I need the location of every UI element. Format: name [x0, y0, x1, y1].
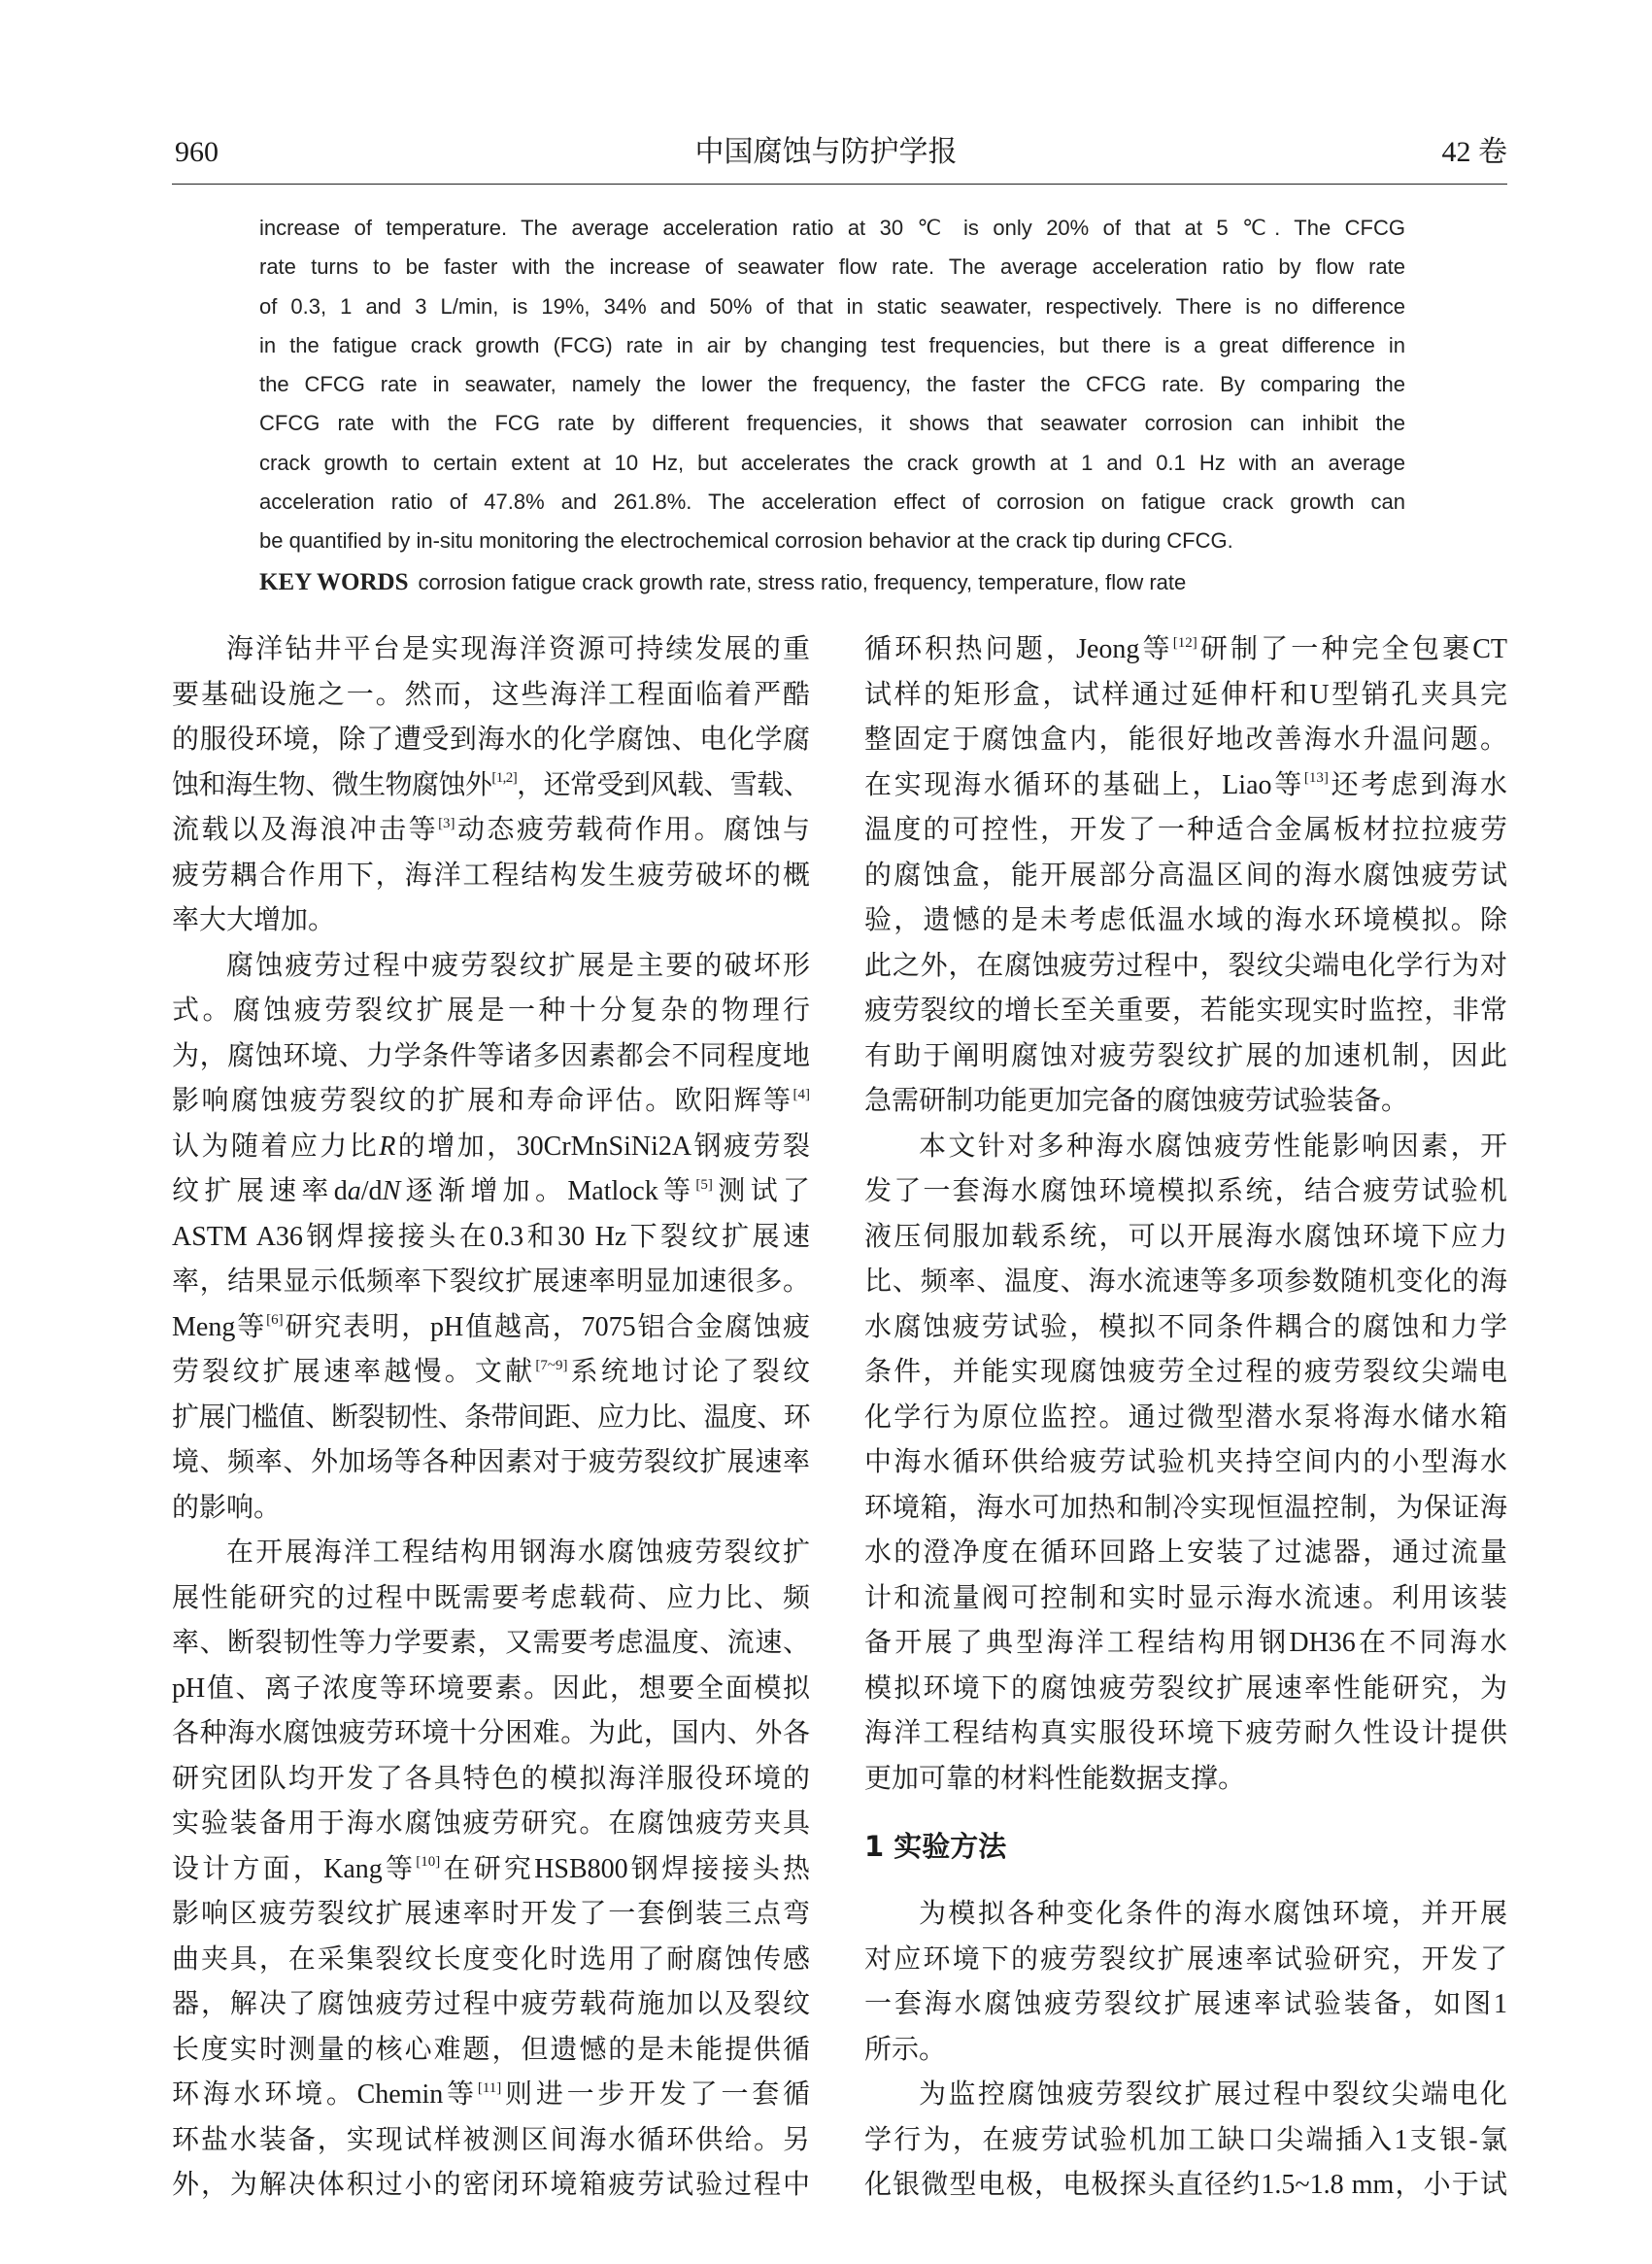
header-rule [172, 184, 1507, 185]
text-run: Meng等 [172, 1311, 267, 1342]
text-line [864, 673, 1507, 719]
text-run: 影响腐蚀疲劳裂纹的扩展和寿命评估。欧阳辉等 [172, 1086, 793, 1116]
text-run: 研究表明，pH值越高，7075铝合金腐蚀疲 [283, 1311, 810, 1342]
text-run: 本文针对多种海水腐蚀疲劳性能影响因素，开 [919, 1131, 1507, 1162]
text-line [172, 1576, 810, 1622]
keywords-label: KEY WORDS [259, 569, 409, 595]
text-line [864, 944, 1507, 990]
text-run: 此之外，在腐蚀疲劳过程中，裂纹尖端电化学行为对 [864, 950, 1507, 981]
paragraph [172, 1531, 810, 2209]
text-run: ASTM A36钢焊接接头在0.3和30 Hz下裂纹扩展速 [172, 1221, 810, 1252]
text-line [864, 2073, 1507, 2118]
citation-superscript: [3] [438, 815, 455, 831]
text-line [864, 1938, 1507, 1983]
paragraph [172, 944, 810, 1532]
text-line [864, 1169, 1507, 1215]
text-line [172, 944, 810, 990]
text-line [864, 1305, 1507, 1351]
text-run: 逐渐增加。Matlock等 [400, 1176, 696, 1206]
text-run: 展性能研究的过程中既需要考虑载荷、应力比、频 [172, 1582, 810, 1613]
text-run: 要基础设施之一。然而，这些海洋工程面临着严酷 [172, 679, 810, 710]
text-run: 发了一套海水腐蚀环境模拟系统，结合疲劳试验机 [864, 1176, 1507, 1206]
text-run: 模拟环境下的腐蚀疲劳裂纹扩展速率性能研究，为 [864, 1673, 1507, 1704]
page-number: 960 [175, 136, 219, 168]
text-run: 率大大增加。 [172, 905, 336, 935]
text-line [172, 808, 810, 854]
citation-superscript: [11] [477, 2079, 502, 2096]
citation-superscript: [10] [416, 1854, 441, 1871]
text-run: 认为随着应力比 [172, 1131, 380, 1162]
text-line [172, 2028, 810, 2074]
text-line [864, 898, 1507, 944]
text-run: 曲夹具，在采集裂纹长度变化时选用了耐腐蚀传感 [172, 1943, 810, 1975]
text-run: 验，遗憾的是未考虑低温水域的海水环境模拟。除 [864, 905, 1507, 935]
right-column [864, 627, 1507, 2209]
text-line [864, 1034, 1507, 1080]
text-line [172, 1260, 810, 1305]
text-line [172, 2118, 810, 2164]
text-line [864, 989, 1507, 1034]
text-line [172, 627, 810, 673]
italic-symbol: R [379, 1131, 396, 1162]
text-line [864, 854, 1507, 899]
text-run: 条件，并能实现腐蚀疲劳全过程的疲劳裂纹尖端电 [864, 1357, 1507, 1387]
abstract-line: crack growth to certain extent at 10 Hz, but accelerates the crack growth at 1 and 0.1 Hz with an average [259, 450, 1405, 475]
text-run: 比、频率、温度、海水流速等多项参数随机变化的海 [864, 1267, 1507, 1297]
abstract-line: be quantified by in-situ monitoring the electrochemical corrosion behavior at the crack tip during CFCG. [259, 528, 1233, 554]
text-line [864, 718, 1507, 763]
paragraph [172, 627, 810, 944]
text-run: 温度的可控性，开发了一种适合金属板材拉拉疲劳 [864, 815, 1507, 845]
text-run: 系统地讨论了裂纹 [567, 1357, 810, 1387]
text-run: 影响区疲劳裂纹扩展速率时开发了一套倒装三点弯 [172, 1899, 810, 1929]
text-line [172, 1034, 810, 1080]
text-line [864, 1576, 1507, 1622]
text-run: 测试了 [712, 1176, 810, 1206]
text-line [172, 854, 810, 899]
text-run: 备开展了典型海洋工程结构用钢DH36在不同海水 [864, 1628, 1507, 1658]
abstract-line: in the fatigue crack growth (FCG) rate in air by changing test frequencies, but there is a great difference in [259, 332, 1405, 357]
journal-title: 中国腐蚀与防护学报 [694, 136, 958, 168]
text-line [864, 1892, 1507, 1938]
english-abstract [259, 209, 1405, 561]
text-run: 化学行为原位监控。通过微型潜水泵将海水储水箱 [864, 1402, 1507, 1433]
text-run: 环盐水装备，实现试样被测区间海水循环供给。另 [172, 2124, 810, 2155]
text-line [172, 1982, 810, 2028]
text-run: 设计方面，Kang等 [172, 1853, 417, 1884]
text-run: 中海水循环供给疲劳试验机夹持空间内的小型海水 [864, 1447, 1507, 1477]
volume-label: 42 卷 [1441, 136, 1507, 168]
text-run: 器，解决了腐蚀疲劳过程中疲劳载荷施加以及裂纹 [172, 1989, 810, 2019]
text-run: 则进一步开发了一套循 [501, 2079, 810, 2110]
text-line [864, 1440, 1507, 1486]
text-line [172, 1079, 810, 1125]
abstract-line: rate turns to be faster with the increase of seawater flow rate. The average acceleration ratio by flow rate [259, 254, 1405, 280]
text-line [172, 718, 810, 763]
text-run: 水腐蚀疲劳试验，模拟不同条件耦合的腐蚀和力学 [864, 1311, 1507, 1342]
text-run: 长度实时测量的核心难题，但遗憾的是未能提供循 [172, 2034, 810, 2065]
text-line [172, 1802, 810, 1847]
text-line [172, 1757, 810, 1803]
text-line [172, 1396, 810, 1441]
text-line [172, 1667, 810, 1712]
text-run: 的服役环境，除了遭受到海水的化学腐蚀、电化学腐 [172, 725, 810, 755]
text-line [864, 1350, 1507, 1396]
text-run: 学行为，在疲劳试验机加工缺口尖端插入1支银-氯 [864, 2124, 1507, 2155]
text-run: 整固定于腐蚀盒内，能很好地改善海水升温问题。 [864, 725, 1507, 755]
text-run: 扩展门槛值、断裂韧性、条带间距、应力比、温度、环 [172, 1402, 810, 1433]
text-run: 海洋钻井平台是实现海洋资源可持续发展的重 [226, 634, 810, 664]
text-run: ，还常受到风载、雪载、 [517, 769, 811, 800]
text-line [864, 1396, 1507, 1441]
text-run: 为监控腐蚀疲劳裂纹扩展过程中裂纹尖端电化 [919, 2079, 1507, 2110]
text-line [172, 1847, 810, 1893]
text-run: 液压伺服加载系统，可以开展海水腐蚀环境下应力 [864, 1221, 1507, 1252]
citation-superscript: [4] [792, 1086, 810, 1102]
text-run: 环海水环境。Chemin等 [172, 2079, 478, 2110]
text-line [864, 763, 1507, 809]
text-line [172, 1621, 810, 1667]
citation-superscript: [12] [1172, 634, 1197, 651]
abstract-line: increase of temperature. The average acceleration ratio at 30 ℃ is only 20% of that at 5 ℃. The CFCG [259, 216, 1405, 240]
text-line [172, 1350, 810, 1396]
text-run: 还考虑到海水 [1328, 769, 1507, 800]
text-run: 的增加，30CrMnSiNi2A钢疲劳裂 [395, 1131, 810, 1162]
text-line [172, 898, 810, 944]
abstract-line: the CFCG rate in seawater, namely the lower the frequency, the faster the CFCG rate. By comparing the [259, 372, 1405, 397]
text-run: 研制了一种完全包裹CT [1197, 634, 1508, 664]
text-run: 研究团队均开发了各具特色的模拟海洋服役环境的 [172, 1763, 810, 1794]
paragraph [864, 1125, 1507, 1803]
text-run: 疲劳耦合作用下，海洋工程结构发生疲劳破坏的概 [172, 860, 810, 891]
text-line [864, 808, 1507, 854]
text-run: 动态疲劳载荷作用。腐蚀与 [455, 815, 810, 845]
text-run: 循环积热问题，Jeong等 [864, 634, 1173, 664]
text-run: 实验装备用于海水腐蚀疲劳研究。在腐蚀疲劳夹具 [172, 1808, 810, 1839]
text-run: 流载以及海浪冲击等 [172, 815, 439, 845]
text-line [864, 1215, 1507, 1261]
text-line [172, 1531, 810, 1576]
text-line [172, 1440, 810, 1486]
text-line [172, 2163, 810, 2209]
text-run: 各种海水腐蚀疲劳环境十分困难。为此，国内、外各 [172, 1718, 810, 1748]
citation-superscript: [5] [695, 1176, 713, 1193]
text-run: 有助于阐明腐蚀对疲劳裂纹扩展的加速机制，因此 [864, 1040, 1507, 1071]
text-line [864, 1711, 1507, 1757]
keywords-text: corrosion fatigue crack growth rate, stress ratio, frequency, temperature, flow rate [418, 570, 1187, 594]
text-run: 对应环境下的疲劳裂纹扩展速率试验研究，开发了 [864, 1943, 1507, 1975]
text-line [864, 627, 1507, 673]
text-run: 化银微型电极，电极探头直径约1.5~1.8 mm，小于试 [864, 2170, 1507, 2200]
section-heading: 1 实验方法 [864, 1830, 1007, 1863]
text-line [864, 1079, 1507, 1125]
text-line [864, 1621, 1507, 1667]
text-run: 外，为解决体积过小的密闭环境箱疲劳试验过程中 [172, 2170, 810, 2200]
text-run: 在研究HSB800钢焊接接头热 [440, 1853, 810, 1884]
text-run: 劳裂纹扩展速率越慢。文献 [172, 1357, 536, 1387]
text-run: 在实现海水循环的基础上，Liao等 [864, 769, 1304, 800]
text-line [172, 989, 810, 1034]
text-line [172, 1305, 810, 1351]
text-line [864, 1486, 1507, 1532]
left-column [172, 627, 810, 2209]
text-line [172, 1938, 810, 1983]
keywords-line [259, 563, 1186, 602]
text-line [864, 1125, 1507, 1170]
citation-superscript: [1,2] [491, 770, 518, 787]
abstract-line: CFCG rate with the FCG rate by different frequencies, it shows that seawater corrosion can inhibit the [259, 411, 1405, 436]
italic-symbol: N [382, 1176, 401, 1206]
text-run: 的腐蚀盒，能开展部分高温区间的海水腐蚀疲劳试 [864, 860, 1507, 891]
text-run: 蚀和海生物、微生物腐蚀外 [172, 769, 492, 800]
text-line [172, 673, 810, 719]
text-run: 纹扩展速率d [172, 1176, 348, 1206]
text-run: 境、频率、外加场等各种因素对于疲劳裂纹扩展速率 [172, 1447, 810, 1477]
abstract-line: acceleration ratio of 47.8% and 261.8%. The acceleration effect of corrosion on fatigue crack growth can [259, 490, 1405, 515]
text-line [172, 1892, 810, 1938]
text-line [172, 2073, 810, 2118]
text-run: 为，腐蚀环境、力学条件等诸多因素都会不同程度地 [172, 1040, 810, 1071]
paragraph [864, 2073, 1507, 2209]
text-run: 疲劳裂纹的增长至关重要，若能实现实时监控，非常 [864, 996, 1507, 1026]
text-run: /d [360, 1176, 383, 1206]
text-run: 水的澄净度在循环回路上安装了过滤器，通过流量 [864, 1537, 1507, 1568]
text-line [172, 1486, 810, 1532]
text-line [864, 1531, 1507, 1576]
text-run: 试样的矩形盒，试样通过延伸杆和U型销孔夹具完 [864, 679, 1507, 710]
text-run: 急需研制功能更加完备的腐蚀疲劳试验装备。 [864, 1086, 1409, 1116]
text-run: 在开展海洋工程结构用钢海水腐蚀疲劳裂纹扩 [226, 1537, 810, 1568]
text-line [864, 2028, 1507, 2074]
text-run: 环境箱，海水可加热和制冷实现恒温控制，为保证海 [864, 1492, 1507, 1523]
text-run: 率，结果显示低频率下裂纹扩展速率明显加速很多。 [172, 1267, 810, 1297]
text-run: 计和流量阀可控制和实时显示海水流速。利用该装 [864, 1582, 1507, 1613]
text-line [864, 2163, 1507, 2209]
paragraph [864, 1892, 1507, 2073]
text-run: 率、断裂韧性等力学要素，又需要考虑温度、流速、 [172, 1628, 810, 1658]
text-line [172, 1215, 810, 1261]
text-run: 腐蚀疲劳过程中疲劳裂纹扩展是主要的破坏形 [226, 950, 810, 981]
text-line [864, 1667, 1507, 1712]
text-run: 的影响。 [172, 1492, 282, 1523]
text-run: pH值、离子浓度等环境要素。因此，想要全面模拟 [172, 1673, 810, 1704]
text-run: 式。腐蚀疲劳裂纹扩展是一种十分复杂的物理行 [172, 996, 810, 1026]
text-run: 所示。 [864, 2034, 947, 2065]
text-run: 为模拟各种变化条件的海水腐蚀环境，并开展 [919, 1899, 1507, 1929]
text-run: 海洋工程结构真实服役环境下疲劳耐久性设计提供 [864, 1718, 1507, 1748]
text-line [172, 1169, 810, 1215]
citation-superscript: [6] [266, 1312, 284, 1329]
italic-symbol: a [347, 1176, 361, 1206]
text-line [172, 1125, 810, 1170]
text-line [172, 763, 810, 809]
text-line [864, 1757, 1507, 1803]
citation-superscript: [7~9] [535, 1357, 568, 1373]
text-line [172, 1711, 810, 1757]
paragraph [864, 627, 1507, 1125]
text-line [864, 1982, 1507, 2028]
text-line [864, 1260, 1507, 1305]
text-run: 更加可靠的材料性能数据支撑。 [864, 1763, 1246, 1794]
abstract-line: of 0.3, 1 and 3 L/min, is 19%, 34% and 50% of that in static seawater, respectively. There is no difference [259, 293, 1405, 319]
text-run: 一套海水腐蚀疲劳裂纹扩展速率试验装备，如图1 [864, 1989, 1507, 2019]
citation-superscript: [13] [1303, 770, 1329, 787]
text-line [864, 2118, 1507, 2164]
